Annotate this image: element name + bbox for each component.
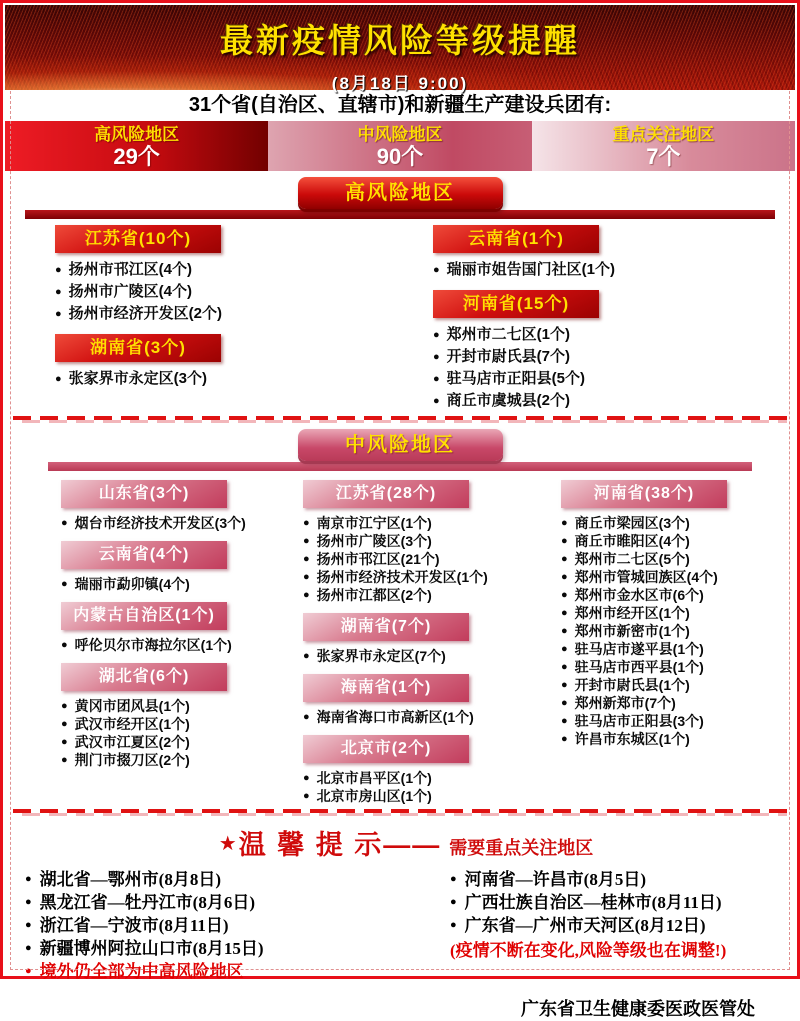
- summary-segment-mid: [268, 121, 531, 171]
- tips-item: ● 湖北省—鄂州市(8月8日): [25, 868, 420, 891]
- province-group: [61, 663, 303, 769]
- section-bar-mid: [48, 462, 752, 471]
- list-item: ● 武汉市经开区(1个): [61, 715, 303, 733]
- province-badge: 河南省(38个): [561, 480, 727, 508]
- province-badge: 山东省(3个): [61, 480, 227, 508]
- province-group: [303, 613, 561, 665]
- list-item: ● 许昌市东城区(1个): [561, 730, 791, 748]
- list-item: ● 扬州市广陵区(3个): [303, 532, 561, 550]
- list-item: ● 荆门市掇刀区(2个): [61, 751, 303, 769]
- mid-risk-col-1: [61, 480, 303, 805]
- list-item: ● 扬州市广陵区(4个): [55, 281, 433, 303]
- province-badge: 湖北省(6个): [61, 663, 227, 691]
- list-item: ● 郑州市二七区(1个): [433, 324, 787, 346]
- high-risk-col-1: [55, 225, 433, 412]
- list-item: ● 驻马店市正阳县(5个): [433, 368, 787, 390]
- list-item: ● 呼伦贝尔市海拉尔区(1个): [61, 636, 303, 654]
- province-badge: 云南省(1个): [433, 225, 599, 253]
- list-item: ● 瑞丽市姐告国门社区(1个): [433, 259, 787, 281]
- tips-item: ● 广东省—广州市天河区(8月12日): [450, 914, 787, 937]
- section-high: [3, 177, 797, 412]
- segment-label: 中风险地区: [357, 125, 443, 144]
- province-group: [433, 290, 787, 412]
- province-badge: 云南省(4个): [61, 541, 227, 569]
- province-group: [303, 674, 561, 726]
- tips-subtitle: 需要重点关注地区: [449, 838, 594, 858]
- tips-columns: [25, 868, 787, 983]
- summary-segment-watch: [532, 121, 795, 171]
- list-item: ● 郑州新郑市(7个): [561, 694, 791, 712]
- segment-label: 重点关注地区: [612, 125, 715, 144]
- section-title-high: 高风险地区: [298, 177, 503, 209]
- list-item: ● 北京市房山区(1个): [303, 787, 561, 805]
- province-group: [61, 602, 303, 654]
- province-badge: 湖南省(7个): [303, 613, 469, 641]
- tips-title: 温 馨 提 示——: [238, 830, 442, 860]
- province-group: [303, 480, 561, 604]
- list-item: ● 南京市江宁区(1个): [303, 514, 561, 532]
- dashed-divider: [13, 809, 787, 816]
- segment-count: 29个: [113, 144, 160, 169]
- tips-section: [3, 819, 797, 1021]
- list-item: ● 扬州市经济开发区(2个): [55, 303, 433, 325]
- dashed-divider: [13, 416, 787, 423]
- tips-item: ● 新疆博州阿拉山口市(8月15日): [25, 937, 420, 960]
- list-item: ● 张家界市永定区(7个): [303, 647, 561, 665]
- list-item: ● 扬州市邗江区(21个): [303, 550, 561, 568]
- high-risk-col-2: [433, 225, 787, 412]
- page-title: 最新疫情风险等级提醒: [220, 22, 580, 59]
- province-badge: 江苏省(10个): [55, 225, 221, 253]
- section-mid: [3, 429, 797, 805]
- province-badge: 江苏省(28个): [303, 480, 469, 508]
- tips-item: ● 浙江省—宁波市(8月11日): [25, 914, 420, 937]
- province-group: [61, 480, 303, 532]
- list-item: ● 黄冈市团风县(1个): [61, 697, 303, 715]
- list-item: ● 扬州市经济技术开发区(1个): [303, 568, 561, 586]
- tips-list-right: [420, 868, 787, 983]
- mid-risk-col-3: [561, 480, 791, 805]
- intro-line: 31个省(自治区、直辖市)和新疆生产建设兵团有:: [188, 94, 612, 116]
- mid-risk-col-2: [303, 480, 561, 805]
- section-title-mid: 中风险地区: [298, 429, 503, 461]
- list-item: ● 张家界市永定区(3个): [55, 368, 433, 390]
- segment-label: 高风险地区: [94, 125, 180, 144]
- tips-list-left: [25, 868, 420, 983]
- list-item: ● 郑州市二七区(5个): [561, 550, 791, 568]
- footer-signature: 广东省卫生健康委医政医管处: [521, 999, 755, 1019]
- tips-titlebar: [25, 823, 787, 862]
- list-item: ● 瑞丽市勐卯镇(4个): [61, 575, 303, 593]
- tips-item: ● 广西壮族自治区—桂林市(8月11日): [450, 891, 787, 914]
- list-item: ● 商丘市虞城县(2个): [433, 390, 787, 412]
- summary-segment-high: [5, 121, 268, 171]
- list-item: ● 驻马店市西平县(1个): [561, 658, 791, 676]
- segment-count: 7个: [646, 144, 681, 169]
- summary-bar: [5, 121, 795, 171]
- high-risk-columns: [3, 219, 797, 412]
- province-badge: 河南省(15个): [433, 290, 599, 318]
- list-item: ● 郑州市金水区市(6个): [561, 586, 791, 604]
- list-item: ● 北京市昌平区(1个): [303, 769, 561, 787]
- section-bar-high: [25, 210, 775, 219]
- list-item: ● 海南省海口市高新区(1个): [303, 708, 561, 726]
- province-group: [433, 225, 787, 281]
- list-item: ● 商丘市睢阳区(4个): [561, 532, 791, 550]
- list-item: ● 郑州市新密市(1个): [561, 622, 791, 640]
- list-item: ● 郑州市经开区(1个): [561, 604, 791, 622]
- list-item: ● 驻马店市遂平县(1个): [561, 640, 791, 658]
- list-item: ● 武汉市江夏区(2个): [61, 733, 303, 751]
- star-icon: ★: [218, 833, 237, 855]
- list-item: ● 扬州市江都区(2个): [303, 586, 561, 604]
- list-item: ● 开封市尉氏县(1个): [561, 676, 791, 694]
- mid-risk-columns: [3, 471, 797, 805]
- tips-item-red: ● 境外仍全部为中高风险地区: [25, 960, 420, 983]
- list-item: ● 郑州市管城回族区(4个): [561, 568, 791, 586]
- province-group: [55, 225, 433, 325]
- province-badge: 内蒙古自治区(1个): [61, 602, 227, 630]
- tips-note: (疫情不断在变化,风险等级也在调整!): [450, 941, 727, 960]
- province-group: [561, 480, 791, 748]
- province-badge: 北京市(2个): [303, 735, 469, 763]
- segment-count: 90个: [376, 144, 424, 169]
- list-item: ● 商丘市梁园区(3个): [561, 514, 791, 532]
- province-group: [303, 735, 561, 805]
- province-badge: 湖南省(3个): [55, 334, 221, 362]
- page-subtitle: (8月18日 9:00): [331, 74, 469, 93]
- province-group: [61, 541, 303, 593]
- header-banner: [5, 5, 795, 93]
- list-item: ● 扬州市邗江区(4个): [55, 259, 433, 281]
- tips-item: ● 黑龙江省—牡丹江市(8月6日): [25, 891, 420, 914]
- province-badge: 海南省(1个): [303, 674, 469, 702]
- province-group: [55, 334, 433, 390]
- list-item: ● 烟台市经济技术开发区(3个): [61, 514, 303, 532]
- tips-item: ● 河南省—许昌市(8月5日): [450, 868, 787, 891]
- list-item: ● 驻马店市正阳县(3个): [561, 712, 791, 730]
- list-item: ● 开封市尉氏县(7个): [433, 346, 787, 368]
